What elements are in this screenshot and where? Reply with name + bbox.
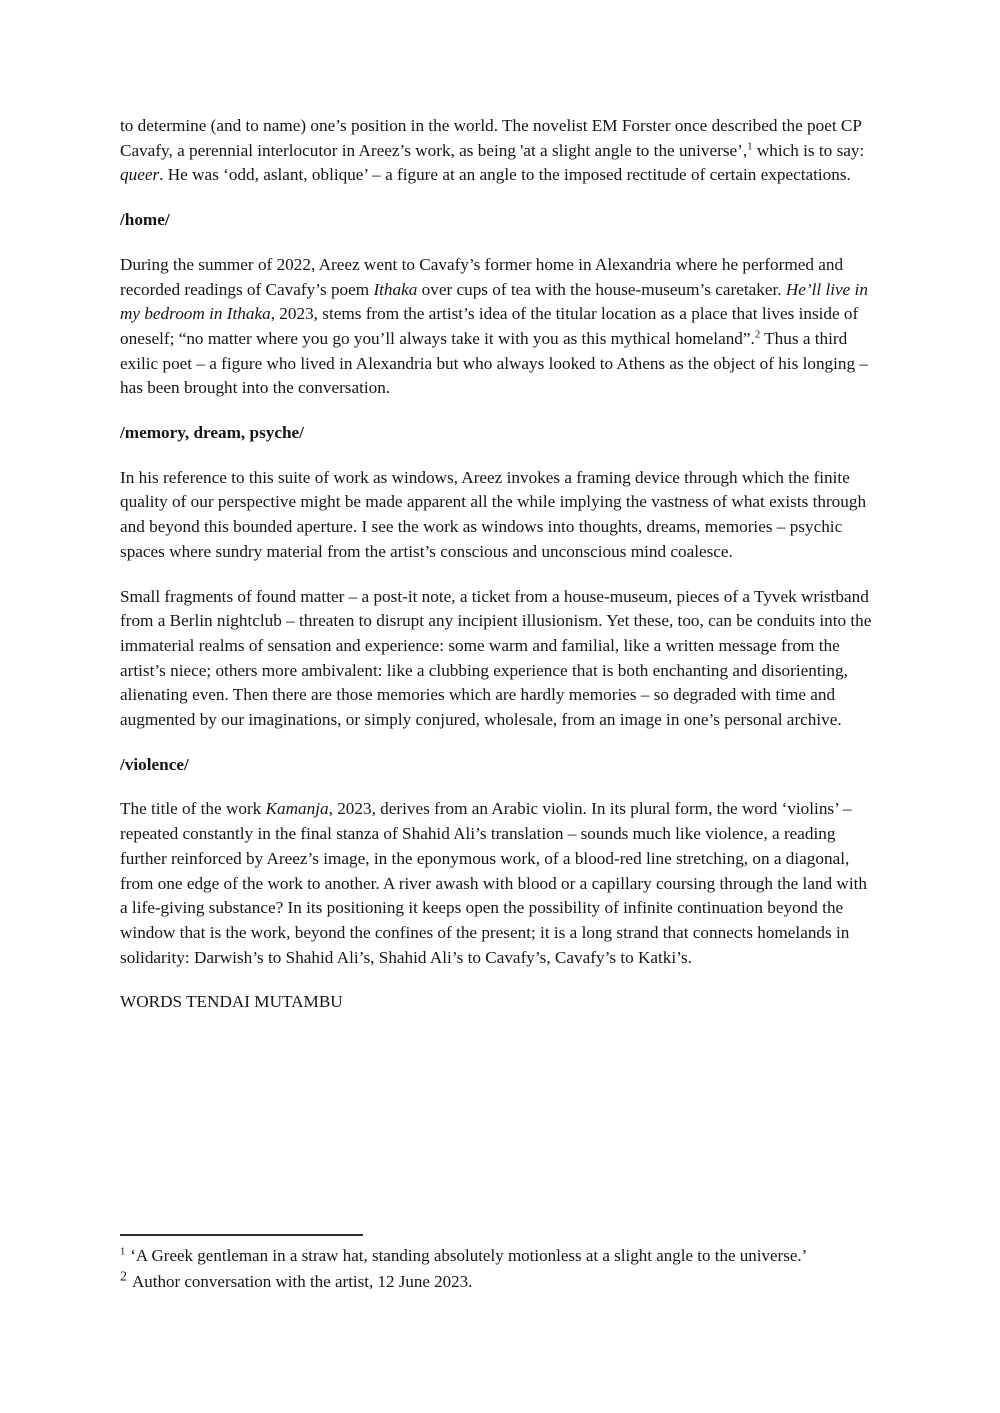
- footnote-2: [120, 1269, 878, 1295]
- kamanja-paragraph: [120, 797, 878, 970]
- text-run: During the summer of 2022, Areez went to Cavafy’s former home in Alexandria where he performed and recorded readings of Cavafy’s poem: [120, 254, 844, 299]
- windows-paragraph: [120, 466, 878, 565]
- footnote-reference: 1: [747, 140, 753, 152]
- home-paragraph: [120, 253, 878, 401]
- footnote-separator: [120, 1234, 363, 1236]
- fragments-paragraph: [120, 585, 878, 733]
- text-run: In his reference to this suite of work as windows, Areez invokes a framing device through which the finite quality of our perspective might be made apparent all the while implying the vastness of what exists through and beyond this bounded aperture. I see the work as windows into thoughts, dreams, memories – psychic spaces where sundry material from the artist’s conscious and unconscious mind coalesce.: [120, 467, 867, 561]
- footnote-text: ‘A Greek gentleman in a straw hat, standing absolutely motionless at a slight angle to the universe.’: [130, 1246, 808, 1265]
- intro-paragraph: [120, 114, 878, 188]
- footnote-list: [120, 1243, 878, 1294]
- italic-text-run: Ithaka: [373, 279, 418, 299]
- heading-home: /home/: [120, 210, 170, 230]
- document-body: [120, 114, 878, 1035]
- italic-text-run: He’ll live in my bedroom in Ithaka: [120, 279, 868, 324]
- italic-text-run: Kamanja: [265, 799, 329, 819]
- footnote-1: [120, 1243, 878, 1269]
- text-run: Small fragments of found matter – a post-it note, a ticket from a house-museum, pieces of a Tyvek wristband from a Berlin nightclub – threaten to disrupt any incipient illusionism. Yet these, too, can be conduits into the immaterial realms of sensation and experience: some warm and familial, like a written message from the artist’s niece; others more ambivalent: like a clubbing experience that is both enchanting and disorienting, alienating even. Then there are those memories which are hardly memories – so degraded with time and augmented by our imaginations, or simply conjured, wholesale, from an image in one’s personal archive.: [120, 586, 872, 730]
- text-run: , 2023, derives from an Arabic violin. In its plural form, the word ‘violins’ – repeated constantly in the final stanza of Shahid Ali’s translation – sounds much like violence, a reading further reinforced by Areez’s image, in the eponymous work, of a blood-red line stretching, on a diagonal, from one edge of the work to another. A river awash with blood or a capillary coursing through the land with a life-giving substance? In its positioning it keeps open the possibility of infinite continuation beyond the window that is the work, beyond the confines of the present; it is a long strand that connects homelands in solidarity: Darwish’s to Shahid Ali’s, Shahid Ali’s to Cavafy’s, Cavafy’s to Katki’s.: [120, 799, 867, 967]
- heading-memory-dream-psyche: /memory, dream, psyche/: [120, 423, 304, 443]
- footnote-reference: 2: [754, 329, 761, 341]
- footnote-text: Author conversation with the artist, 12 June 2023.: [131, 1271, 473, 1291]
- text-run: , 2023, stems from the artist’s idea of the titular location as a place that lives inside of oneself; “no matter where you go you’ll always take it with you as this mythical homeland”.: [120, 304, 859, 348]
- footnote-marker: 2: [120, 1268, 127, 1284]
- footnote-marker: 1: [120, 1246, 126, 1258]
- text-run: The title of the work: [120, 799, 266, 819]
- footnotes-section: [120, 1234, 878, 1294]
- heading-violence: /violence/: [120, 754, 189, 774]
- text-run: to determine (and to name) one’s position in the world. The novelist EM Forster once described the poet CP Cavafy, a perennial interlocutor in Areez’s work, as being 'at a slight angle to the universe’,: [120, 116, 862, 160]
- text-run: over cups of tea with the house-museum’s caretaker.: [417, 279, 786, 299]
- byline: WORDS TENDAI MUTAMBU: [120, 992, 343, 1012]
- italic-text-run: queer: [120, 165, 160, 185]
- text-run: which is to say:: [752, 140, 865, 160]
- text-run: . He was ‘odd, aslant, oblique’ – a figure at an angle to the imposed rectitude of certain expectations.: [159, 165, 851, 185]
- text-run: Thus a third exilic poet – a figure who lived in Alexandria but who always looked to Athens as the object of his longing – has been brought into the conversation.: [120, 328, 868, 398]
